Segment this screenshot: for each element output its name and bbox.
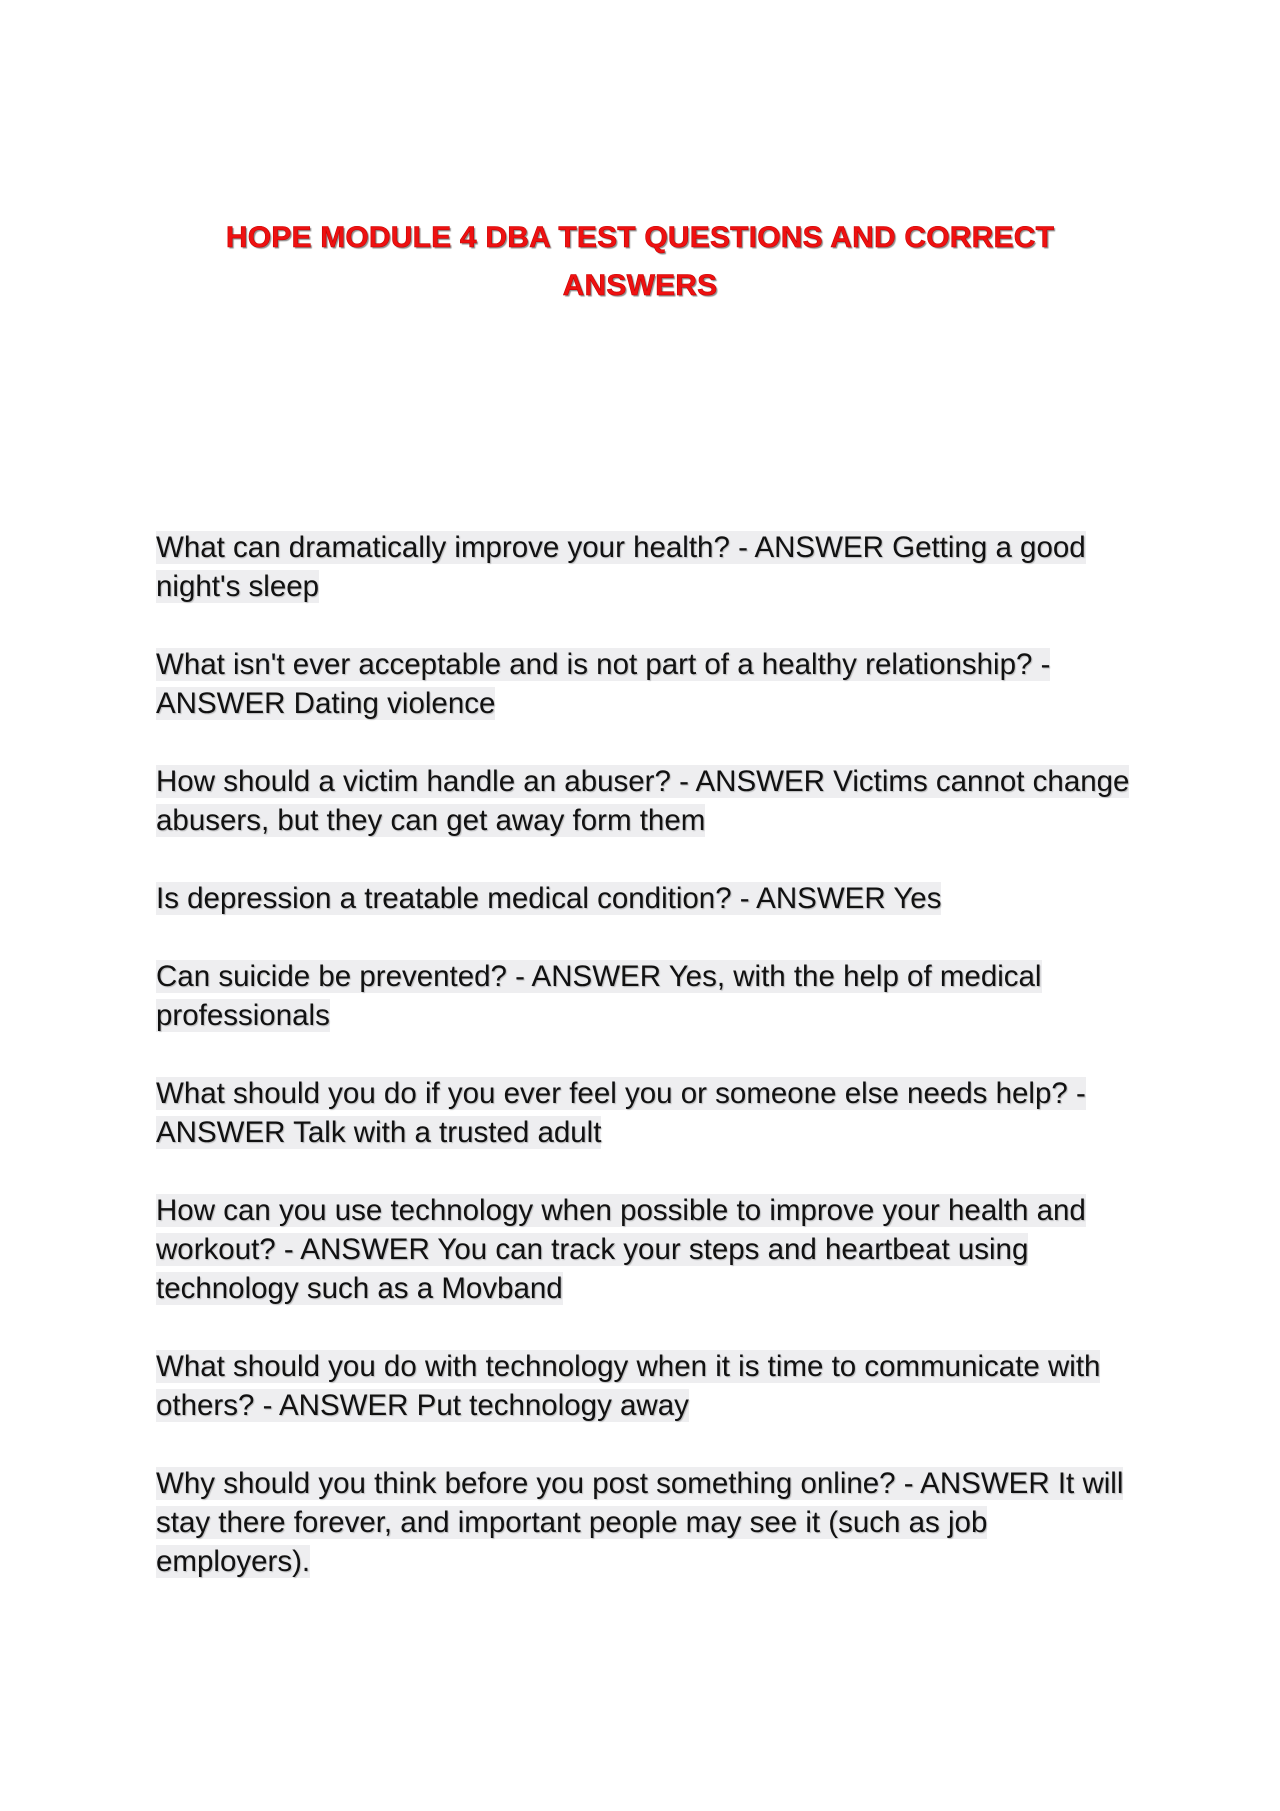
qa-list — [156, 528, 1136, 1620]
qa-item — [156, 1191, 1136, 1308]
qa-text: What can dramatically improve your health? - ANSWER Getting a good night's sleep — [156, 531, 1086, 603]
document-title: HOPE MODULE 4 DBA TEST QUESTIONS AND CORRECT ANSWERS — [225, 221, 1055, 302]
qa-item — [156, 957, 1136, 1035]
qa-text: How should a victim handle an abuser? - ANSWER Victims cannot change abusers, but they can get away form them — [156, 765, 1130, 837]
qa-item — [156, 528, 1136, 606]
qa-item — [156, 1074, 1136, 1152]
qa-item — [156, 762, 1136, 840]
qa-item — [156, 1347, 1136, 1425]
qa-text: Is depression a treatable medical condition? - ANSWER Yes — [156, 882, 942, 915]
qa-text: What should you do if you ever feel you or someone else needs help? - ANSWER Talk with a trusted adult — [156, 1077, 1086, 1149]
qa-text: Why should you think before you post something online? - ANSWER It will stay there forever, and important people may see it (such as job employers). — [156, 1467, 1124, 1578]
qa-item — [156, 645, 1136, 723]
qa-text: What should you do with technology when it is time to communicate with others? - ANSWER Put technology away — [156, 1350, 1101, 1422]
qa-item — [156, 879, 1136, 918]
qa-text: Can suicide be prevented? - ANSWER Yes, with the help of medical professionals — [156, 960, 1042, 1032]
qa-text: How can you use technology when possible to improve your health and workout? - ANSWER You can track your steps and heartbeat using technology such as a Movband — [156, 1194, 1086, 1305]
qa-item — [156, 1464, 1136, 1581]
qa-text: What isn't ever acceptable and is not part of a healthy relationship? - ANSWER Dating violence — [156, 648, 1051, 720]
